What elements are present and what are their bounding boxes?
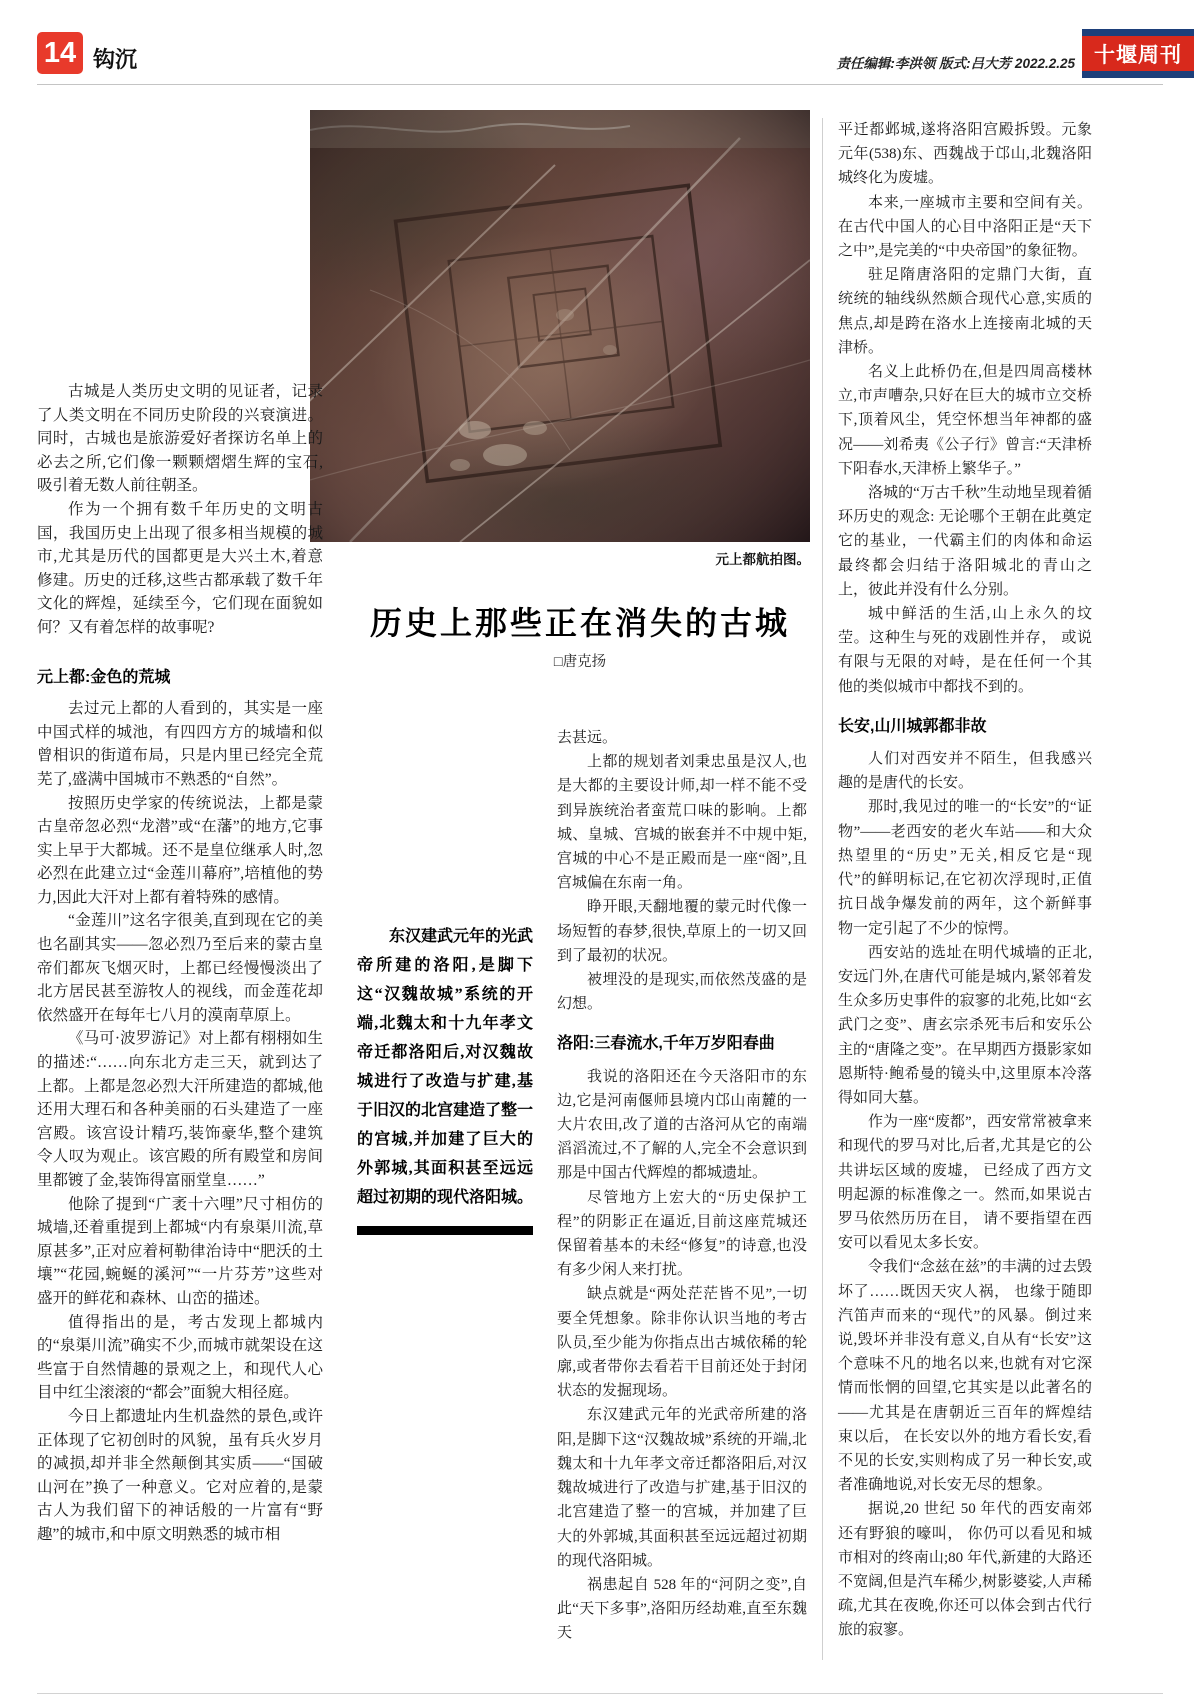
section-label: 钩沉 xyxy=(93,47,138,72)
pull-quote xyxy=(357,922,533,1235)
byline: □唐克扬 xyxy=(553,654,607,670)
article-title: 历史上那些正在消失的古城 xyxy=(369,605,790,641)
left-column xyxy=(37,380,323,1547)
paragraph: 尽管地方上宏大的“历史保护工程”的阴影正在逼近,目前这座荒城还保留着基本的未经“修复”的诗意,也没有多少闲人来打扰。 xyxy=(557,1189,807,1279)
masthead-logo xyxy=(1082,29,1194,78)
paragraph: 作为一个拥有数千年历史的文明古国，我国历史上出现了很多相当规模的城市,尤其是历代的国都更是大兴土木,着意修建。历史的迁移,这些古都承载了数千年文化的辉煌，延续至今，它们现在面貌如何？又有着怎样的故事呢? xyxy=(37,500,323,636)
paragraph: 他除了提到“广袤十六哩”尺寸相仿的城墙,还着重提到上都城“内有泉渠川流,草原甚多”,正对应着柯勒律治诗中“肥沃的土壤”“花园,蜿蜒的溪河”“一片芬芳”这些对盛开的鲜花和森林、山峦的描述。 xyxy=(37,1195,323,1307)
masthead-title: 十堰周刊 xyxy=(1082,36,1194,71)
pull-quote-text: 东汉建武元年的光武帝所建的洛阳,是脚下这“汉魏故城”系统的开端,北魏太和十九年孝文帝迁都洛阳后,对汉魏故城进行了改造与扩建,基于旧汉的北宫建造了整一的宫城,并加建了巨大的外郭城,其面积甚至远远超过初期的现代洛阳城。 xyxy=(357,928,534,1206)
paragraph: 今日上都遗址内生机盎然的景色,或许正体现了它初创时的风貌，虽有兵火岁月的减损,却并非全然颠倒其实质——“国破山河在”换了一种意义。它对应着的,是蒙古人为我们留下的神话般的一片富有“野趣”的城市,和中原文明熟悉的城市相 xyxy=(37,1407,323,1543)
paragraph: 《马可·波罗游记》对上都有栩栩如生的描述:“……向东北方走三天，就到达了上都。上都是忽必烈大汗所建造的都城,他还用大理石和各种美丽的石头建造了一座宫殿。该宫设计精巧,装饰豪华,整个建筑令人叹为观止。该宫殿的所有殿堂和房间里都镀了金,装饰得富丽堂皇……” xyxy=(37,1030,323,1189)
paragraph: 我说的洛阳还在今天洛阳市的东边,它是河南偃师县境内邙山南麓的一大片农田,改了道的古洛河从它的南端滔滔流过,不了解的人,完全不会意识到那是中国古代辉煌的都城遗址。 xyxy=(557,1068,807,1182)
photo-caption: 元上都航拍图。 xyxy=(715,552,810,567)
masthead-bottom-bar xyxy=(1082,71,1194,78)
middle-column xyxy=(557,726,807,1646)
paragraph: 据说,20 世纪 50 年代的西安南郊还有野狼的嚎叫， 你仍可以看见和城市相对的终南山;80 年代,新建的大路还不宽阔,但是汽车稀少,树影婆娑,人声稀疏,尤其在夜晚,你还可以体会到古代行旅的寂寥。 xyxy=(838,1501,1092,1639)
section-heading-luoyang: 洛阳:三春流水,千年万岁阳春曲 xyxy=(557,1035,775,1053)
paragraph: 去过元上都的人看到的，其实是一座中国式样的城池，有四四方方的城墙和似曾相识的街道布局，只是内里已经完全荒芜了,盛满中国城市不熟悉的“自然”。 xyxy=(37,700,323,788)
xanadu-aerial-illustration xyxy=(310,110,810,542)
section-heading-changan: 长安,山川城郭都非故 xyxy=(838,717,987,735)
paragraph: 缺点就是“两处茫茫皆不见”,一切要全凭想象。除非你认识当地的考古队员,至少能为你指点出古城依稀的轮廓,或者带你去看若干目前还处于封闭状态的发掘现场。 xyxy=(557,1286,807,1400)
paragraph: 祸患起自 528 年的“河阴之变”,自此“天下多事”,洛阳历经劫难,直至东魏天 xyxy=(557,1576,807,1642)
paragraph: 本来,一座城市主要和空间有关。在古代中国人的心目中洛阳正是“天下之中”,是完美的“中央帝国”的象征物。 xyxy=(838,194,1092,260)
pull-quote-rule xyxy=(357,1226,533,1235)
editor-line: 责任编辑:李洪领 版式:吕大芳 2022.2.25 xyxy=(836,56,1075,71)
paragraph: 按照历史学家的传统说法，上都是蒙古皇帝忽必烈“龙潜”或“在藩”的地方,它事实上早于大都城。还不是皇位继承人时,忽必烈在此建立过“金莲川幕府”,培植他的势力,因此大汗对上都有着特殊的感情。 xyxy=(37,794,323,906)
column-divider xyxy=(822,118,823,1660)
paragraph: 洛城的“万古千秋”生动地呈现着循环历史的观念: 无论哪个王朝在此奠定它的基业，一代霸主们的肉体和命运最终都会归结于洛阳城北的青山之上，彼此并没有什么分别。 xyxy=(838,485,1092,598)
paragraph: “金莲川”这名字很美,直到现在它的美也名副其实——忽必烈乃至后来的蒙古皇帝们都灰飞烟灭时，上都已经慢慢淡出了北方居民甚至游牧人的视线，而金莲花却依然盛开在每年七八月的漠南草原上。 xyxy=(37,912,323,1024)
header-rule xyxy=(37,84,1163,85)
footer-rule xyxy=(37,1693,1163,1694)
paragraph: 名义上此桥仍在,但是四周高楼林立,市声嘈杂,只好在巨大的城市立交桥下,顶着风尘，凭空怀想当年神都的盛况——刘希夷《公子行》曾言:“天津桥下阳春水,天津桥上繁华子。” xyxy=(838,364,1092,477)
paragraph: 那时,我见过的唯一的“长安”的“证物”——老西安的老火车站——和大众热望里的“历史”无关,相反它是“现代”的鲜明标记,在它初次浮现时,正值抗日战争爆发前的两年，这个新鲜事物一定引起了不少的惊愕。 xyxy=(838,799,1092,937)
paragraph: 人们对西安并不陌生，但我感兴趣的是唐代的长安。 xyxy=(838,751,1092,792)
aerial-photo xyxy=(310,110,810,542)
paragraph: 古城是人类历史文明的见证者，记录了人类文明在不同历史阶段的兴衰演进。同时，古城也是旅游爱好者探访名单上的必去之所,它们像一颗颗熠熠生辉的宝石,吸引着无数人前往朝圣。 xyxy=(37,383,323,495)
paragraph: 上都的规划者刘秉忠虽是汉人,也是大都的主要设计师,却一样不能不受到异族统治者蛮荒口味的影响。上都城、皇城、宫城的嵌套并不中规中矩,宫城的中心不是正殿而是一座“阁”,且宫城偏在东南一角。 xyxy=(557,754,807,892)
masthead-top-bar xyxy=(1082,29,1194,36)
paragraph: 驻足隋唐洛阳的定鼎门大街，直统统的轴线纵然颇合现代心意,实质的焦点,却是跨在洛水上连接南北城的天津桥。 xyxy=(838,267,1092,356)
paragraph: 平迁都邺城,遂将洛阳宫殿拆毁。元象元年(538)东、西魏战于邙山,北魏洛阳城终化为废墟。 xyxy=(838,122,1092,187)
paragraph: 令我们“念兹在兹”的丰满的过去毁坏了……既因天灾人祸， 也缘于随即汽笛声而来的“现代”的风暴。倒过来说,毁坏并非没有意义,自从有“长安”这个意味不凡的地名以来,也就有对它深情而怅惘的回望,它其实是以此著名的——尤其是在唐朝近三百年的辉煌结束以后， 在长安以外的地方看长安,看不见的长安,实则构成了另一种长安,或者准确地说,对长安无尽的想象。 xyxy=(838,1259,1092,1494)
paragraph: 去甚远。 xyxy=(557,730,618,746)
paragraph: 被埋没的是现实,而依然茂盛的是幻想。 xyxy=(557,972,807,1013)
paragraph: 东汉建武元年的光武帝所建的洛阳,是脚下这“汉魏故城”系统的开端,北魏太和十九年孝文帝迁都洛阳后,对汉魏故城进行了改造与扩建,基于旧汉的北宫建造了整一的宫城，并加建了巨大的外郭城,其面积甚至远远超过初期的现代洛阳城。 xyxy=(557,1407,807,1569)
paragraph: 城中鲜活的生活,山上永久的坟茔。这种生与死的戏剧性并存， 或说有限与无限的对峙，是在任何一个其他的类似城市中都找不到的。 xyxy=(838,606,1092,695)
paragraph: 作为一座“废都”，西安常常被拿来和现代的罗马对比,后者,尤其是它的公共讲坛区域的废墟， 已经成了西方文明起源的标准像之一。然而,如果说古罗马依然历历在目， 请不要指望在西安可以看见太多长安。 xyxy=(838,1114,1092,1252)
paragraph: 值得指出的是，考古发现上都城内的“泉渠川流”确实不少,而城市就架设在这些富于自然情趣的景观之上，和现代人心目中红尘滚滚的“都会”面貌大相径庭。 xyxy=(37,1313,323,1402)
page-number-badge: 14 xyxy=(37,32,83,74)
paragraph: 西安站的选址在明代城墙的正北,安远门外,在唐代可能是城内,紧邻着发生众多历史事件的寂寥的北苑,比如“玄武门之变”、唐玄宗杀死韦后和安乐公主的“唐隆之变”。在早期西方摄影家如恩斯特·鲍希曼的镜头中,这里原本冷落得如同大墓。 xyxy=(838,944,1092,1106)
paragraph: 睁开眼,天翻地覆的蒙元时代像一场短暂的春梦,很快,草原上的一切又回到了最初的状况。 xyxy=(557,899,807,964)
section-heading-yuanshangdu: 元上都:金色的荒城 xyxy=(37,668,171,686)
right-column xyxy=(838,118,1092,1643)
